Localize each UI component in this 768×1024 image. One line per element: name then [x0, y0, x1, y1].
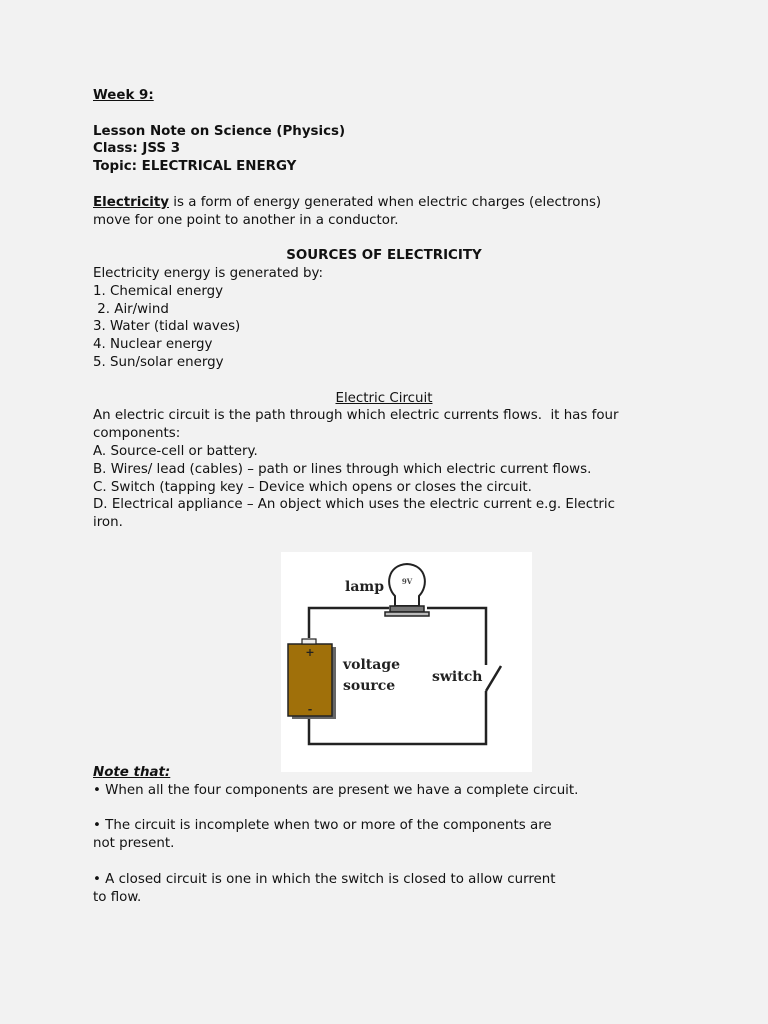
- sources-lead: Electricity energy is generated by:: [93, 265, 324, 281]
- bulb-text: 9V: [401, 577, 413, 586]
- lesson-title: Lesson Note on Science (Physics): [93, 123, 346, 139]
- component-item: B. Wires/ lead (cables) – path or lines through which electric current flows.: [93, 461, 592, 477]
- class-line: Class: JSS 3: [93, 141, 181, 157]
- circuit-heading: Electric Circuit: [335, 390, 433, 406]
- component-item: A. Source-cell or battery.: [93, 443, 258, 459]
- source-label: source: [343, 678, 396, 694]
- voltage-label: voltage: [343, 657, 401, 673]
- notes-heading: Note that:: [93, 765, 171, 780]
- note-item: • The circuit is incomplete when two or more of the components are: [93, 818, 552, 834]
- minus-sign: -: [307, 703, 313, 716]
- intro-text: is a form of energy generated when electric charges (electrons): [169, 194, 602, 210]
- battery-icon: [288, 639, 336, 719]
- source-item: 4. Nuclear energy: [93, 337, 213, 353]
- notes-section: [93, 764, 693, 906]
- lamp-label: lamp: [345, 579, 384, 595]
- note-item: • A closed circuit is one in which the switch is closed to allow current: [93, 871, 556, 887]
- source-item: 3. Water (tidal waves): [93, 319, 241, 335]
- plus-sign: +: [305, 646, 315, 659]
- note-item-continued: not present.: [93, 836, 175, 852]
- sources-heading: SOURCES OF ELECTRICITY: [286, 248, 482, 264]
- document-page: [93, 87, 693, 532]
- circuit-description-line1: An electric circuit is the path through which electric currents flows. it has four: [93, 408, 619, 424]
- intro-paragraph-line1: [93, 194, 693, 212]
- circuit-diagram: [281, 552, 532, 772]
- lamp-icon: [385, 564, 429, 616]
- intro-paragraph-line2: move for one point to another in a conductor.: [93, 212, 399, 228]
- topic-line: Topic: ELECTRICAL ENERGY: [93, 159, 297, 175]
- source-item: 5. Sun/solar energy: [93, 354, 224, 370]
- circuit-diagram-svg: [281, 552, 532, 772]
- component-item: C. Switch (tapping key – Device which opens or closes the circuit.: [93, 479, 532, 495]
- source-item: 2. Air/wind: [93, 301, 169, 317]
- component-item: D. Electrical appliance – An object which uses the electric current e.g. Electric: [93, 497, 615, 513]
- component-item: iron.: [93, 515, 123, 531]
- switch-icon: [486, 666, 501, 691]
- electricity-term: Electricity: [93, 194, 170, 210]
- switch-label: switch: [432, 669, 483, 685]
- week-heading: Week 9:: [93, 88, 154, 103]
- source-item: 1. Chemical energy: [93, 283, 224, 299]
- note-item-continued: to flow.: [93, 889, 142, 905]
- circuit-description-line2: components:: [93, 426, 181, 442]
- note-item: • When all the four components are present we have a complete circuit.: [93, 782, 579, 798]
